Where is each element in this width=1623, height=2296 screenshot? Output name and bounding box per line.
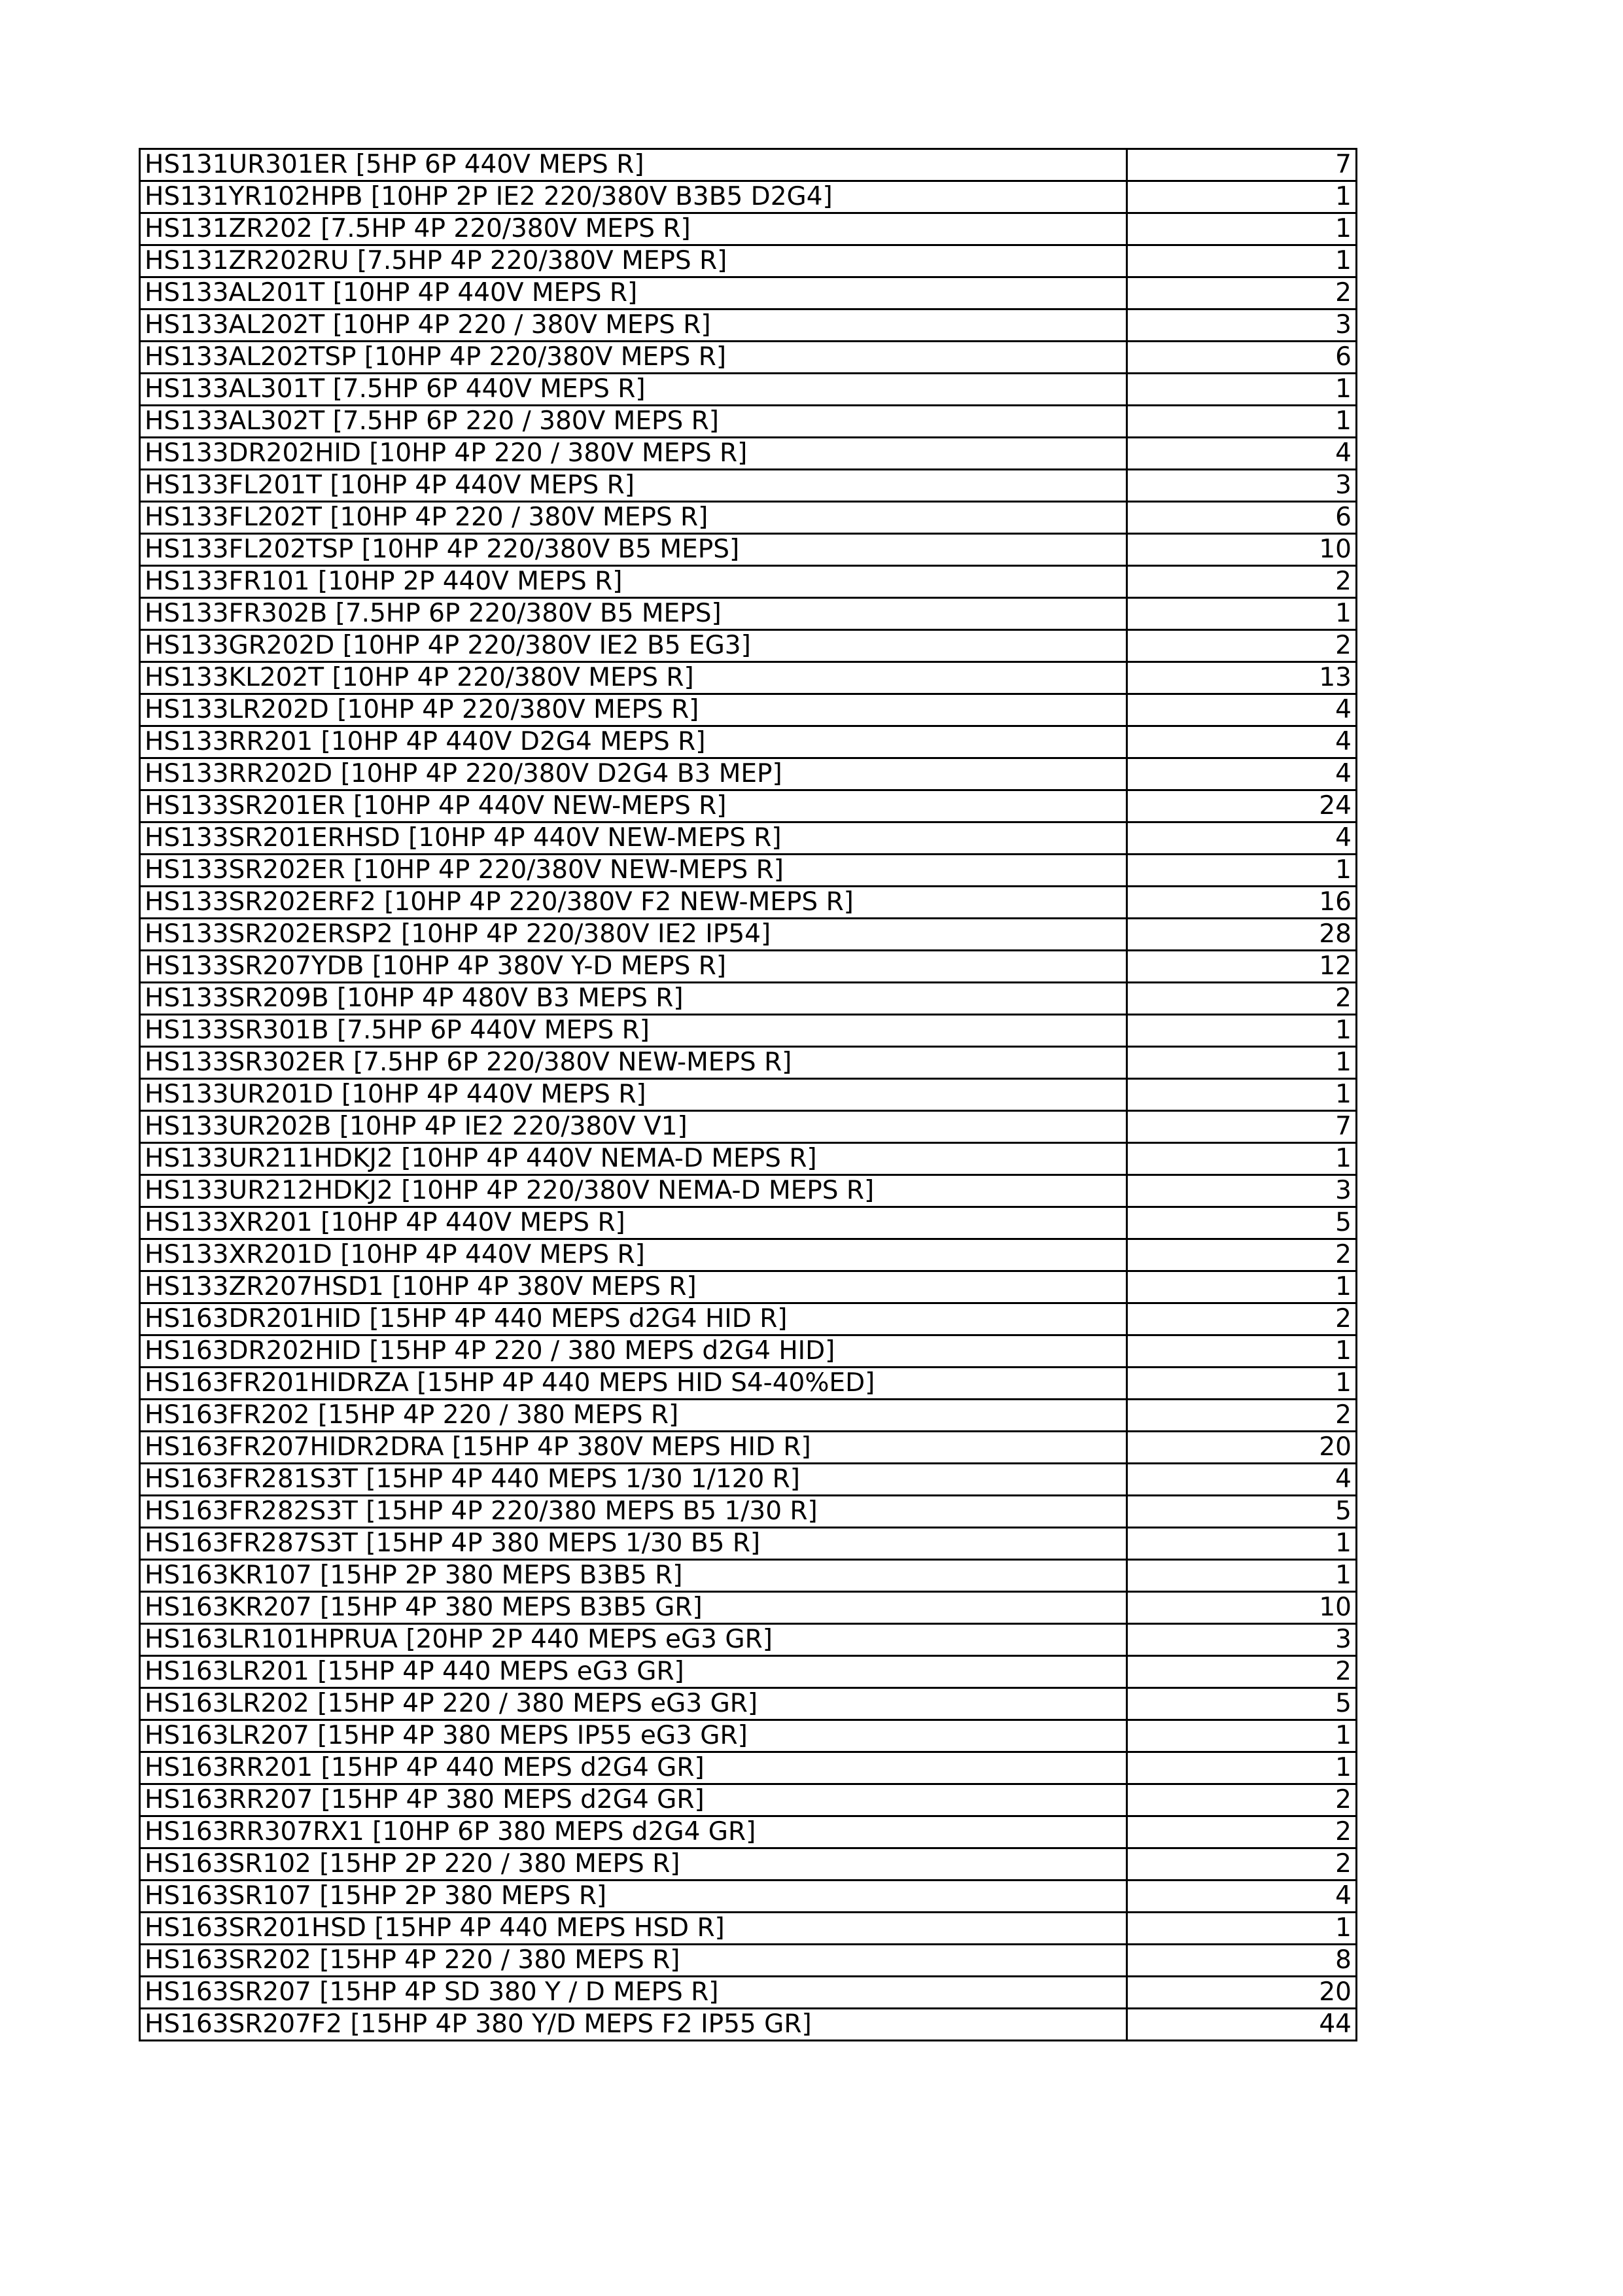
quantity-cell: 2 — [1127, 983, 1357, 1015]
table-row — [140, 534, 1357, 566]
product-description-cell: HS133XR201D [10HP 4P 440V MEPS R] — [140, 1239, 1127, 1271]
quantity-cell: 2 — [1127, 1303, 1357, 1335]
table-row — [140, 951, 1357, 983]
product-description-cell: HS133SR202ERF2 [10HP 4P 220/380V F2 NEW-MEPS R] — [140, 887, 1127, 919]
product-description-cell: HS133SR209B [10HP 4P 480V B3 MEPS R] — [140, 983, 1127, 1015]
product-description-cell: HS133RR202D [10HP 4P 220/380V D2G4 B3 MEP] — [140, 758, 1127, 790]
product-description-cell: HS163SR201HSD [15HP 4P 440 MEPS HSD R] — [140, 1913, 1127, 1945]
quantity-cell: 2 — [1127, 277, 1357, 309]
table-row — [140, 1913, 1357, 1945]
quantity-cell: 10 — [1127, 534, 1357, 566]
product-description-cell: HS133SR301B [7.5HP 6P 440V MEPS R] — [140, 1015, 1127, 1047]
product-description-cell: HS133KL202T [10HP 4P 220/380V MEPS R] — [140, 662, 1127, 694]
table-row — [140, 1816, 1357, 1848]
quantity-cell: 4 — [1127, 1881, 1357, 1913]
table-row — [140, 1528, 1357, 1560]
table-row — [140, 1271, 1357, 1303]
table-row — [140, 149, 1357, 181]
quantity-cell: 5 — [1127, 1496, 1357, 1528]
table-row — [140, 1977, 1357, 2009]
quantity-cell: 1 — [1127, 406, 1357, 438]
quantity-cell: 1 — [1127, 1015, 1357, 1047]
quantity-cell: 24 — [1127, 790, 1357, 822]
product-description-cell: HS163FR207HIDR2DRA [15HP 4P 380V MEPS HID R] — [140, 1432, 1127, 1464]
product-description-cell: HS163LR207 [15HP 4P 380 MEPS IP55 eG3 GR] — [140, 1720, 1127, 1752]
quantity-cell: 1 — [1127, 245, 1357, 277]
product-description-cell: HS163LR201 [15HP 4P 440 MEPS eG3 GR] — [140, 1656, 1127, 1688]
table-row — [140, 2009, 1357, 2041]
quantity-cell: 1 — [1127, 1335, 1357, 1368]
quantity-cell: 4 — [1127, 758, 1357, 790]
product-description-cell: HS133FL202T [10HP 4P 220 / 380V MEPS R] — [140, 502, 1127, 534]
product-description-cell: HS133AL201T [10HP 4P 440V MEPS R] — [140, 277, 1127, 309]
product-description-cell: HS163FR282S3T [15HP 4P 220/380 MEPS B5 1/30 R] — [140, 1496, 1127, 1528]
product-description-cell: HS133FL202TSP [10HP 4P 220/380V B5 MEPS] — [140, 534, 1127, 566]
product-description-cell: HS163DR202HID [15HP 4P 220 / 380 MEPS d2G4 HID] — [140, 1335, 1127, 1368]
quantity-cell: 6 — [1127, 342, 1357, 374]
quantity-cell: 1 — [1127, 1913, 1357, 1945]
table-row — [140, 1432, 1357, 1464]
quantity-cell: 2 — [1127, 1816, 1357, 1848]
table-row — [140, 1335, 1357, 1368]
inventory-table — [139, 148, 1357, 2041]
table-row — [140, 1688, 1357, 1720]
quantity-cell: 44 — [1127, 2009, 1357, 2041]
quantity-cell: 1 — [1127, 374, 1357, 406]
table-row — [140, 1848, 1357, 1881]
quantity-cell: 1 — [1127, 1079, 1357, 1111]
product-description-cell: HS163KR107 [15HP 2P 380 MEPS B3B5 R] — [140, 1560, 1127, 1592]
table-row — [140, 1079, 1357, 1111]
quantity-cell: 1 — [1127, 181, 1357, 213]
product-description-cell: HS163DR201HID [15HP 4P 440 MEPS d2G4 HID R] — [140, 1303, 1127, 1335]
quantity-cell: 2 — [1127, 1400, 1357, 1432]
table-row — [140, 181, 1357, 213]
table-row — [140, 758, 1357, 790]
product-description-cell: HS131UR301ER [5HP 6P 440V MEPS R] — [140, 149, 1127, 181]
table-row — [140, 1015, 1357, 1047]
quantity-cell: 20 — [1127, 1977, 1357, 2009]
table-row — [140, 1496, 1357, 1528]
quantity-cell: 5 — [1127, 1207, 1357, 1239]
table-row — [140, 470, 1357, 502]
table-row — [140, 1047, 1357, 1079]
product-description-cell: HS133RR201 [10HP 4P 440V D2G4 MEPS R] — [140, 726, 1127, 758]
product-description-cell: HS133UR212HDKJ2 [10HP 4P 220/380V NEMA-D MEPS R] — [140, 1175, 1127, 1207]
product-description-cell: HS131YR102HPB [10HP 2P IE2 220/380V B3B5 D2G4] — [140, 181, 1127, 213]
quantity-cell: 1 — [1127, 598, 1357, 630]
product-description-cell: HS163SR207 [15HP 4P SD 380 Y / D MEPS R] — [140, 1977, 1127, 2009]
quantity-cell: 3 — [1127, 309, 1357, 342]
product-description-cell: HS131ZR202 [7.5HP 4P 220/380V MEPS R] — [140, 213, 1127, 245]
quantity-cell: 7 — [1127, 1111, 1357, 1143]
quantity-cell: 20 — [1127, 1432, 1357, 1464]
product-description-cell: HS133SR201ERHSD [10HP 4P 440V NEW-MEPS R] — [140, 822, 1127, 855]
quantity-cell: 4 — [1127, 726, 1357, 758]
quantity-cell: 1 — [1127, 1752, 1357, 1784]
quantity-cell: 2 — [1127, 1848, 1357, 1881]
inventory-table-body — [140, 149, 1357, 2041]
quantity-cell: 10 — [1127, 1592, 1357, 1624]
table-row — [140, 342, 1357, 374]
quantity-cell: 1 — [1127, 855, 1357, 887]
product-description-cell: HS163FR281S3T [15HP 4P 440 MEPS 1/30 1/120 R] — [140, 1464, 1127, 1496]
table-row — [140, 1175, 1357, 1207]
quantity-cell: 2 — [1127, 566, 1357, 598]
quantity-cell: 2 — [1127, 1656, 1357, 1688]
table-row — [140, 887, 1357, 919]
product-description-cell: HS163RR207 [15HP 4P 380 MEPS d2G4 GR] — [140, 1784, 1127, 1816]
quantity-cell: 1 — [1127, 1143, 1357, 1175]
product-description-cell: HS163RR307RX1 [10HP 6P 380 MEPS d2G4 GR] — [140, 1816, 1127, 1848]
table-row — [140, 983, 1357, 1015]
quantity-cell: 1 — [1127, 1047, 1357, 1079]
table-row — [140, 1111, 1357, 1143]
table-row — [140, 1400, 1357, 1432]
table-row — [140, 726, 1357, 758]
table-row — [140, 1303, 1357, 1335]
product-description-cell: HS133UR202B [10HP 4P IE2 220/380V V1] — [140, 1111, 1127, 1143]
quantity-cell: 1 — [1127, 213, 1357, 245]
quantity-cell: 4 — [1127, 438, 1357, 470]
product-description-cell: HS133AL302T [7.5HP 6P 220 / 380V MEPS R] — [140, 406, 1127, 438]
table-row — [140, 245, 1357, 277]
product-description-cell: HS133SR302ER [7.5HP 6P 220/380V NEW-MEPS R] — [140, 1047, 1127, 1079]
product-description-cell: HS133FR101 [10HP 2P 440V MEPS R] — [140, 566, 1127, 598]
quantity-cell: 3 — [1127, 1175, 1357, 1207]
product-description-cell: HS133SR202ERSP2 [10HP 4P 220/380V IE2 IP54] — [140, 919, 1127, 951]
table-row — [140, 1592, 1357, 1624]
product-description-cell: HS133FL201T [10HP 4P 440V MEPS R] — [140, 470, 1127, 502]
product-description-cell: HS163SR107 [15HP 2P 380 MEPS R] — [140, 1881, 1127, 1913]
table-row — [140, 1881, 1357, 1913]
quantity-cell: 7 — [1127, 149, 1357, 181]
table-row — [140, 1720, 1357, 1752]
product-description-cell: HS163FR202 [15HP 4P 220 / 380 MEPS R] — [140, 1400, 1127, 1432]
product-description-cell: HS133GR202D [10HP 4P 220/380V IE2 B5 EG3] — [140, 630, 1127, 662]
table-row — [140, 213, 1357, 245]
product-description-cell: HS133UR201D [10HP 4P 440V MEPS R] — [140, 1079, 1127, 1111]
product-description-cell: HS133FR302B [7.5HP 6P 220/380V B5 MEPS] — [140, 598, 1127, 630]
product-description-cell: HS133DR202HID [10HP 4P 220 / 380V MEPS R] — [140, 438, 1127, 470]
table-row — [140, 822, 1357, 855]
product-description-cell: HS133ZR207HSD1 [10HP 4P 380V MEPS R] — [140, 1271, 1127, 1303]
quantity-cell: 4 — [1127, 694, 1357, 726]
product-description-cell: HS163RR201 [15HP 4P 440 MEPS d2G4 GR] — [140, 1752, 1127, 1784]
table-row — [140, 502, 1357, 534]
quantity-cell: 2 — [1127, 1239, 1357, 1271]
product-description-cell: HS133AL202TSP [10HP 4P 220/380V MEPS R] — [140, 342, 1127, 374]
quantity-cell: 2 — [1127, 1784, 1357, 1816]
product-description-cell: HS163FR287S3T [15HP 4P 380 MEPS 1/30 B5 R] — [140, 1528, 1127, 1560]
quantity-cell: 8 — [1127, 1945, 1357, 1977]
product-description-cell: HS133LR202D [10HP 4P 220/380V MEPS R] — [140, 694, 1127, 726]
quantity-cell: 5 — [1127, 1688, 1357, 1720]
table-row — [140, 790, 1357, 822]
quantity-cell: 4 — [1127, 822, 1357, 855]
table-row — [140, 406, 1357, 438]
quantity-cell: 4 — [1127, 1464, 1357, 1496]
quantity-cell: 1 — [1127, 1271, 1357, 1303]
table-row — [140, 438, 1357, 470]
quantity-cell: 6 — [1127, 502, 1357, 534]
table-row — [140, 1464, 1357, 1496]
table-row — [140, 277, 1357, 309]
quantity-cell: 13 — [1127, 662, 1357, 694]
table-row — [140, 598, 1357, 630]
quantity-cell: 16 — [1127, 887, 1357, 919]
product-description-cell: HS133SR201ER [10HP 4P 440V NEW-MEPS R] — [140, 790, 1127, 822]
table-row — [140, 1624, 1357, 1656]
product-description-cell: HS131ZR202RU [7.5HP 4P 220/380V MEPS R] — [140, 245, 1127, 277]
table-row — [140, 1656, 1357, 1688]
table-row — [140, 1945, 1357, 1977]
product-description-cell: HS133XR201 [10HP 4P 440V MEPS R] — [140, 1207, 1127, 1239]
quantity-cell: 12 — [1127, 951, 1357, 983]
quantity-cell: 2 — [1127, 630, 1357, 662]
quantity-cell: 1 — [1127, 1560, 1357, 1592]
quantity-cell: 1 — [1127, 1720, 1357, 1752]
table-row — [140, 919, 1357, 951]
product-description-cell: HS133AL202T [10HP 4P 220 / 380V MEPS R] — [140, 309, 1127, 342]
table-row — [140, 662, 1357, 694]
quantity-cell: 28 — [1127, 919, 1357, 951]
product-description-cell: HS133SR207YDB [10HP 4P 380V Y-D MEPS R] — [140, 951, 1127, 983]
table-row — [140, 1239, 1357, 1271]
product-description-cell: HS133UR211HDKJ2 [10HP 4P 440V NEMA-D MEPS R] — [140, 1143, 1127, 1175]
table-row — [140, 566, 1357, 598]
table-row — [140, 855, 1357, 887]
product-description-cell: HS163SR207F2 [15HP 4P 380 Y/D MEPS F2 IP55 GR] — [140, 2009, 1127, 2041]
table-row — [140, 1784, 1357, 1816]
quantity-cell: 1 — [1127, 1368, 1357, 1400]
product-description-cell: HS133AL301T [7.5HP 6P 440V MEPS R] — [140, 374, 1127, 406]
quantity-cell: 3 — [1127, 470, 1357, 502]
product-description-cell: HS163FR201HIDRZA [15HP 4P 440 MEPS HID S4-40%ED] — [140, 1368, 1127, 1400]
quantity-cell: 1 — [1127, 1528, 1357, 1560]
table-row — [140, 1752, 1357, 1784]
product-description-cell: HS163KR207 [15HP 4P 380 MEPS B3B5 GR] — [140, 1592, 1127, 1624]
product-description-cell: HS163SR102 [15HP 2P 220 / 380 MEPS R] — [140, 1848, 1127, 1881]
table-row — [140, 1143, 1357, 1175]
quantity-cell: 3 — [1127, 1624, 1357, 1656]
product-description-cell: HS163LR202 [15HP 4P 220 / 380 MEPS eG3 GR] — [140, 1688, 1127, 1720]
table-row — [140, 1207, 1357, 1239]
product-description-cell: HS163LR101HPRUA [20HP 2P 440 MEPS eG3 GR] — [140, 1624, 1127, 1656]
table-row — [140, 309, 1357, 342]
table-row — [140, 1560, 1357, 1592]
table-row — [140, 630, 1357, 662]
table-row — [140, 374, 1357, 406]
product-description-cell: HS133SR202ER [10HP 4P 220/380V NEW-MEPS R] — [140, 855, 1127, 887]
table-row — [140, 694, 1357, 726]
table-row — [140, 1368, 1357, 1400]
product-description-cell: HS163SR202 [15HP 4P 220 / 380 MEPS R] — [140, 1945, 1127, 1977]
